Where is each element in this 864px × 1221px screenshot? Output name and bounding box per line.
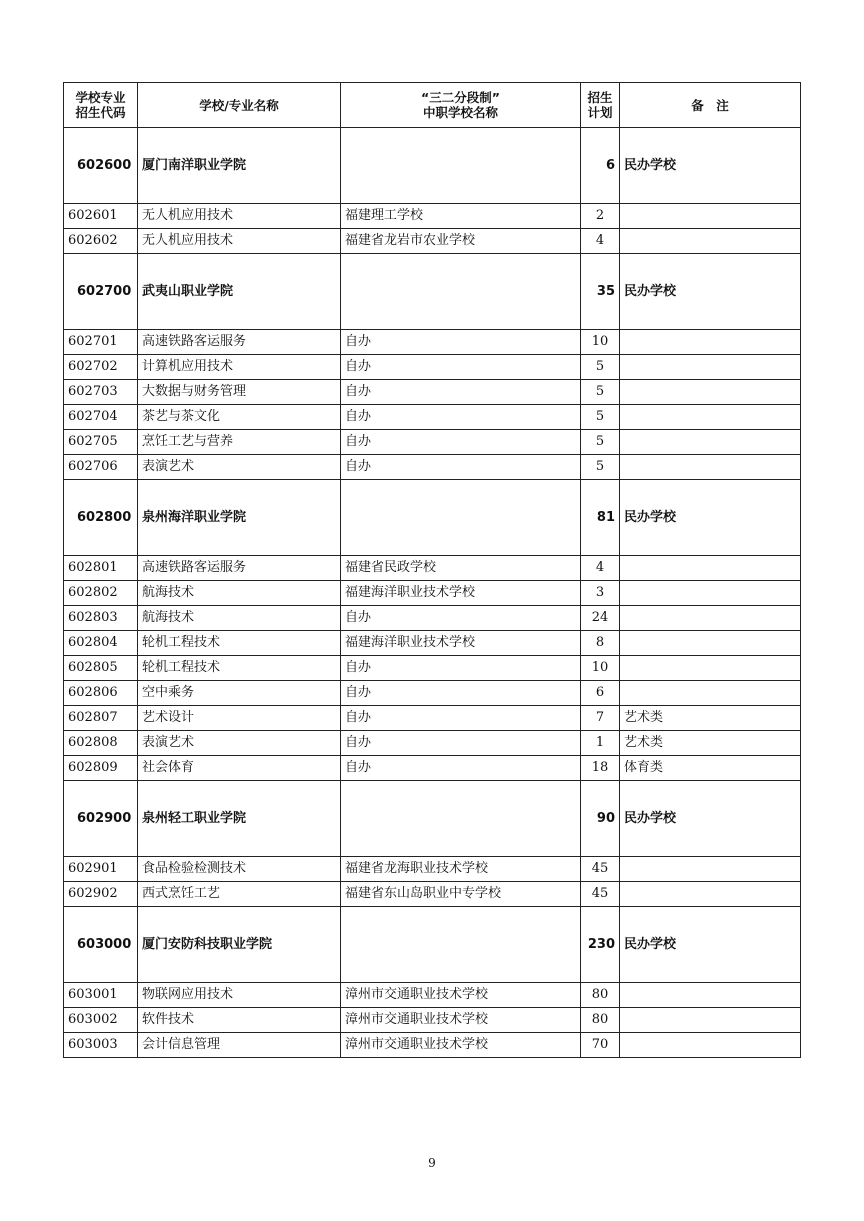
cell-name: 食品检验检测技术 [138,857,341,882]
cell-plan: 7 [581,706,620,731]
cell-partner-school: 福建省东山岛职业中专学校 [341,882,581,907]
cell-name: 无人机应用技术 [138,229,341,254]
cell-code: 602705 [64,430,138,455]
cell-plan: 5 [581,430,620,455]
header-partner-line1: “三二分段制” [421,90,500,105]
cell-remark [620,455,801,480]
cell-name: 社会体育 [138,756,341,781]
table-row [64,430,801,455]
cell-code: 602807 [64,706,138,731]
cell-plan: 45 [581,882,620,907]
cell-remark [620,1033,801,1058]
cell-code: 602703 [64,380,138,405]
cell-remark [620,229,801,254]
cell-partner-school: 自办 [341,330,581,355]
table-header-row [64,83,801,128]
cell-plan: 18 [581,756,620,781]
header-plan-line2: 计划 [587,105,613,120]
table-row [64,330,801,355]
cell-partner-school: 福建省民政学校 [341,556,581,581]
school-row [64,480,801,556]
cell-name: 航海技术 [138,581,341,606]
cell-plan: 3 [581,581,620,606]
table-row [64,706,801,731]
cell-name: 无人机应用技术 [138,204,341,229]
cell-code: 602806 [64,681,138,706]
cell-code: 602704 [64,405,138,430]
cell-plan: 10 [581,656,620,681]
header-code [64,83,138,128]
cell-plan: 4 [581,556,620,581]
cell-plan: 5 [581,455,620,480]
cell-plan: 4 [581,229,620,254]
table-row [64,681,801,706]
cell-partner-school: 自办 [341,405,581,430]
cell-name: 表演艺术 [138,731,341,756]
school-row [64,128,801,204]
cell-partner-school: 自办 [341,455,581,480]
cell-plan: 70 [581,1033,620,1058]
cell-remark: 民办学校 [620,781,801,857]
table-row [64,1008,801,1033]
cell-remark [620,380,801,405]
cell-plan: 1 [581,731,620,756]
cell-name: 茶艺与茶文化 [138,405,341,430]
cell-partner-school: 自办 [341,756,581,781]
cell-code: 602700 [64,254,138,330]
cell-remark: 民办学校 [620,480,801,556]
header-partner-line2: 中职学校名称 [422,105,498,120]
cell-partner-school: 漳州市交通职业技术学校 [341,1008,581,1033]
cell-remark: 民办学校 [620,907,801,983]
cell-remark [620,656,801,681]
cell-plan: 81 [581,480,620,556]
cell-partner-school: 自办 [341,706,581,731]
header-plan-line1: 招生 [587,90,613,105]
cell-partner-school: 自办 [341,430,581,455]
table-row [64,631,801,656]
cell-plan: 8 [581,631,620,656]
cell-remark: 民办学校 [620,128,801,204]
cell-remark: 体育类 [620,756,801,781]
cell-plan: 24 [581,606,620,631]
cell-plan: 230 [581,907,620,983]
cell-partner-school: 福建海洋职业技术学校 [341,631,581,656]
cell-code: 602706 [64,455,138,480]
cell-code: 602801 [64,556,138,581]
cell-partner-school [341,480,581,556]
cell-remark [620,983,801,1008]
cell-name: 西式烹饪工艺 [138,882,341,907]
cell-partner-school [341,128,581,204]
cell-partner-school: 福建理工学校 [341,204,581,229]
cell-remark [620,204,801,229]
table-row [64,204,801,229]
cell-name: 厦门南洋职业学院 [138,128,341,204]
table-row [64,756,801,781]
cell-code: 603003 [64,1033,138,1058]
school-row [64,254,801,330]
header-partner-school [341,83,581,128]
cell-remark: 民办学校 [620,254,801,330]
cell-partner-school: 自办 [341,731,581,756]
cell-partner-school [341,907,581,983]
cell-partner-school: 漳州市交通职业技术学校 [341,983,581,1008]
cell-remark: 艺术类 [620,731,801,756]
cell-code: 602902 [64,882,138,907]
cell-plan: 10 [581,330,620,355]
cell-plan: 45 [581,857,620,882]
cell-name: 表演艺术 [138,455,341,480]
cell-remark [620,556,801,581]
cell-code: 603002 [64,1008,138,1033]
cell-code: 602701 [64,330,138,355]
cell-code: 602702 [64,355,138,380]
cell-code: 602900 [64,781,138,857]
header-code-line1: 学校专业 [75,90,126,105]
cell-name: 武夷山职业学院 [138,254,341,330]
cell-name: 厦门安防科技职业学院 [138,907,341,983]
cell-remark [620,355,801,380]
cell-code: 602800 [64,480,138,556]
cell-name: 物联网应用技术 [138,983,341,1008]
cell-name: 会计信息管理 [138,1033,341,1058]
cell-name: 轮机工程技术 [138,656,341,681]
cell-name: 泉州轻工职业学院 [138,781,341,857]
cell-partner-school: 自办 [341,606,581,631]
table-row [64,857,801,882]
cell-plan: 5 [581,405,620,430]
header-plan [581,83,620,128]
header-name: 学校/专业名称 [138,83,341,128]
cell-code: 602600 [64,128,138,204]
table-row [64,606,801,631]
table-row [64,405,801,430]
cell-remark [620,681,801,706]
table-row [64,556,801,581]
cell-partner-school: 自办 [341,380,581,405]
school-row [64,781,801,857]
table-row [64,355,801,380]
cell-remark [620,330,801,355]
cell-partner-school: 自办 [341,681,581,706]
header-code-line2: 招生代码 [75,105,126,120]
cell-partner-school: 福建省龙海职业技术学校 [341,857,581,882]
header-remark: 备 注 [620,83,801,128]
table-row [64,229,801,254]
cell-partner-school: 福建海洋职业技术学校 [341,581,581,606]
cell-name: 高速铁路客运服务 [138,330,341,355]
cell-name: 计算机应用技术 [138,355,341,380]
cell-partner-school [341,254,581,330]
cell-plan: 90 [581,781,620,857]
enrollment-plan-table [63,82,801,1058]
cell-remark [620,631,801,656]
cell-partner-school: 漳州市交通职业技术学校 [341,1033,581,1058]
cell-plan: 80 [581,983,620,1008]
cell-code: 603000 [64,907,138,983]
cell-name: 软件技术 [138,1008,341,1033]
cell-name: 高速铁路客运服务 [138,556,341,581]
cell-name: 大数据与财务管理 [138,380,341,405]
cell-name: 烹饪工艺与营养 [138,430,341,455]
cell-remark [620,882,801,907]
table-row [64,983,801,1008]
cell-remark [620,857,801,882]
table-row [64,455,801,480]
cell-plan: 5 [581,380,620,405]
cell-code: 602809 [64,756,138,781]
cell-remark [620,1008,801,1033]
cell-name: 空中乘务 [138,681,341,706]
cell-remark [620,581,801,606]
table-row [64,731,801,756]
table-row [64,656,801,681]
cell-code: 602803 [64,606,138,631]
cell-plan: 6 [581,128,620,204]
cell-code: 603001 [64,983,138,1008]
cell-partner-school: 自办 [341,355,581,380]
table-row [64,882,801,907]
cell-plan: 35 [581,254,620,330]
cell-code: 602802 [64,581,138,606]
cell-remark [620,606,801,631]
table-row [64,380,801,405]
cell-name: 轮机工程技术 [138,631,341,656]
table-row [64,581,801,606]
cell-code: 602805 [64,656,138,681]
cell-plan: 80 [581,1008,620,1033]
school-row [64,907,801,983]
cell-code: 602601 [64,204,138,229]
cell-partner-school [341,781,581,857]
table-row [64,1033,801,1058]
cell-name: 航海技术 [138,606,341,631]
cell-code: 602804 [64,631,138,656]
cell-partner-school: 自办 [341,656,581,681]
cell-plan: 5 [581,355,620,380]
cell-code: 602901 [64,857,138,882]
cell-code: 602602 [64,229,138,254]
cell-plan: 2 [581,204,620,229]
cell-plan: 6 [581,681,620,706]
cell-remark [620,405,801,430]
table-body [64,128,801,1058]
cell-partner-school: 福建省龙岩市农业学校 [341,229,581,254]
cell-name: 艺术设计 [138,706,341,731]
page-number: 9 [428,1156,436,1170]
cell-remark: 艺术类 [620,706,801,731]
cell-name: 泉州海洋职业学院 [138,480,341,556]
cell-code: 602808 [64,731,138,756]
cell-remark [620,430,801,455]
